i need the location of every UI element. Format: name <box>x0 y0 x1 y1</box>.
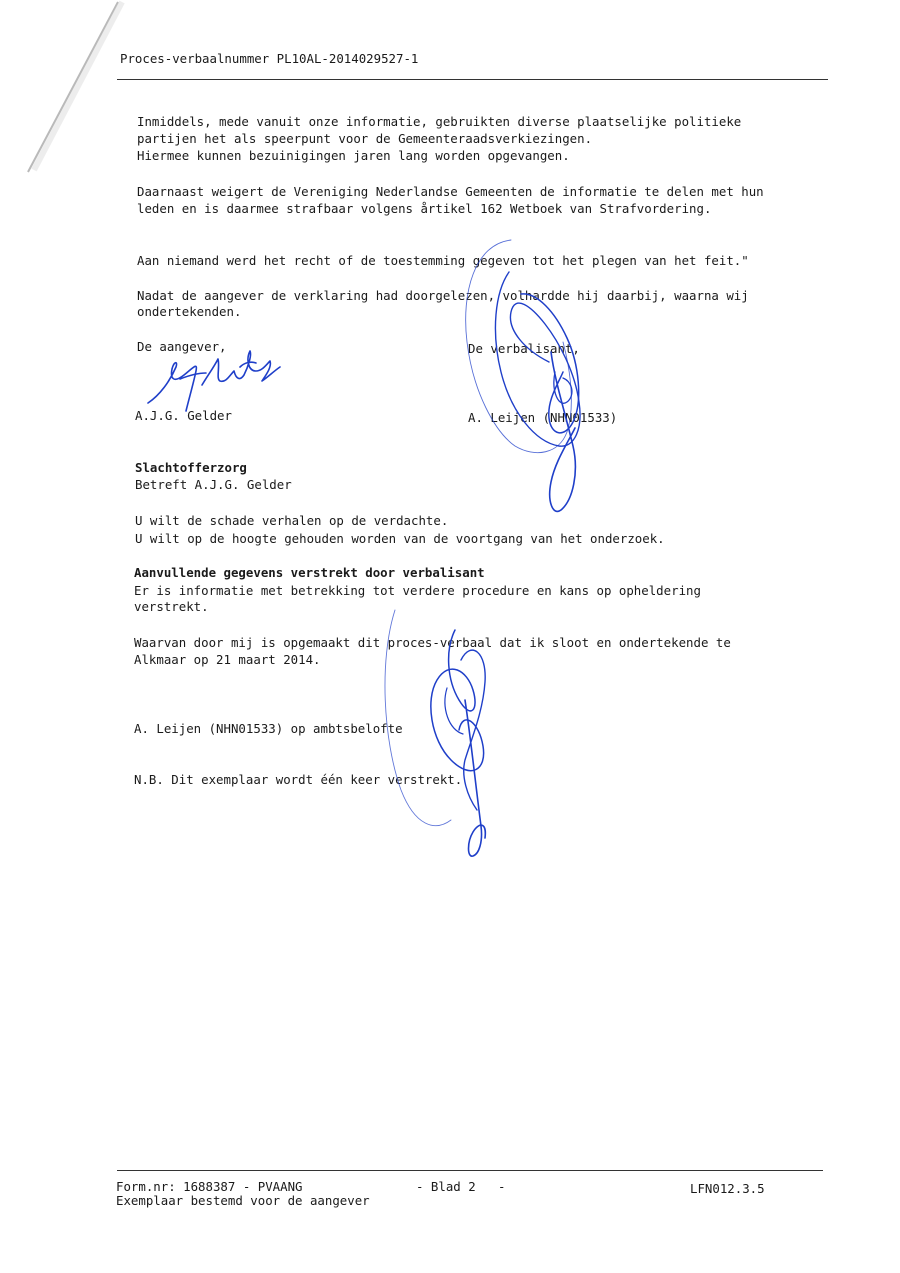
form-number: Form.nr: 1688387 - PVAANG <box>116 1179 303 1194</box>
complainant-name: A.J.G. Gelder <box>135 408 232 423</box>
body-line: partijen het als speerpunt voor de Gemeenteraadsverkiezingen. <box>137 131 593 146</box>
body-line: Nadat de aangever de verklaring had doorgelezen, volhardde hij daarbij, waarna wij <box>137 288 749 303</box>
victim-care-concerns: Betreft A.J.G. Gelder <box>135 477 292 492</box>
header-rule <box>117 79 828 80</box>
body-line: Hiermee kunnen bezuinigingen jaren lang worden opgevangen. <box>137 148 570 163</box>
copy-destination: Exemplaar bestemd voor de aangever <box>116 1193 370 1208</box>
page-indicator: - Blad 2 - <box>416 1179 506 1194</box>
victim-care-line: U wilt op de hoogte gehouden worden van de voortgang van het onderzoek. <box>135 531 665 546</box>
complainant-signature <box>140 345 290 415</box>
closing-line: Waarvan door mij is opgemaakt dit proces-verbaal dat ik sloot en ondertekende te <box>134 635 731 650</box>
oath-line: A. Leijen (NHN01533) op ambtsbelofte <box>134 721 403 736</box>
officer-label: De verbalisant, <box>468 341 580 356</box>
body-line: Aan niemand werd het recht of de toestemming gegeven tot het plegen van het feit." <box>137 253 749 268</box>
body-line: ondertekenden. <box>137 304 242 319</box>
scan-streak <box>0 0 140 200</box>
closing-line: Alkmaar op 21 maart 2014. <box>134 652 321 667</box>
body-line: Daarnaast weigert de Vereniging Nederlandse Gemeenten de informatie te delen met hun <box>137 184 764 199</box>
footer-rule <box>117 1170 823 1171</box>
form-code: LFN012.3.5 <box>690 1181 765 1196</box>
additional-line: verstrekt. <box>134 599 209 614</box>
officer-name: A. Leijen (NHN01533) <box>468 410 618 425</box>
additional-line: Er is informatie met betrekking tot verdere procedure en kans op opheldering <box>134 583 701 598</box>
victim-care-line: U wilt de schade verhalen op de verdachte. <box>135 513 449 528</box>
victim-care-heading: Slachtofferzorg <box>135 460 247 475</box>
body-line: Inmiddels, mede vanuit onze informatie, gebruikten diverse plaatselijke politieke <box>137 114 742 129</box>
officer-signature <box>455 232 605 522</box>
copy-note: N.B. Dit exemplaar wordt één keer verstrekt. <box>134 772 463 787</box>
pv-number: Proces-verbaalnummer PL10AL-2014029527-1 <box>120 51 419 66</box>
complainant-label: De aangever, <box>137 339 227 354</box>
body-line: leden en is daarmee strafbaar volgens årtikel 162 Wetboek van Strafvordering. <box>137 201 712 216</box>
additional-heading: Aanvullende gegevens verstrekt door verbalisant <box>134 565 485 580</box>
